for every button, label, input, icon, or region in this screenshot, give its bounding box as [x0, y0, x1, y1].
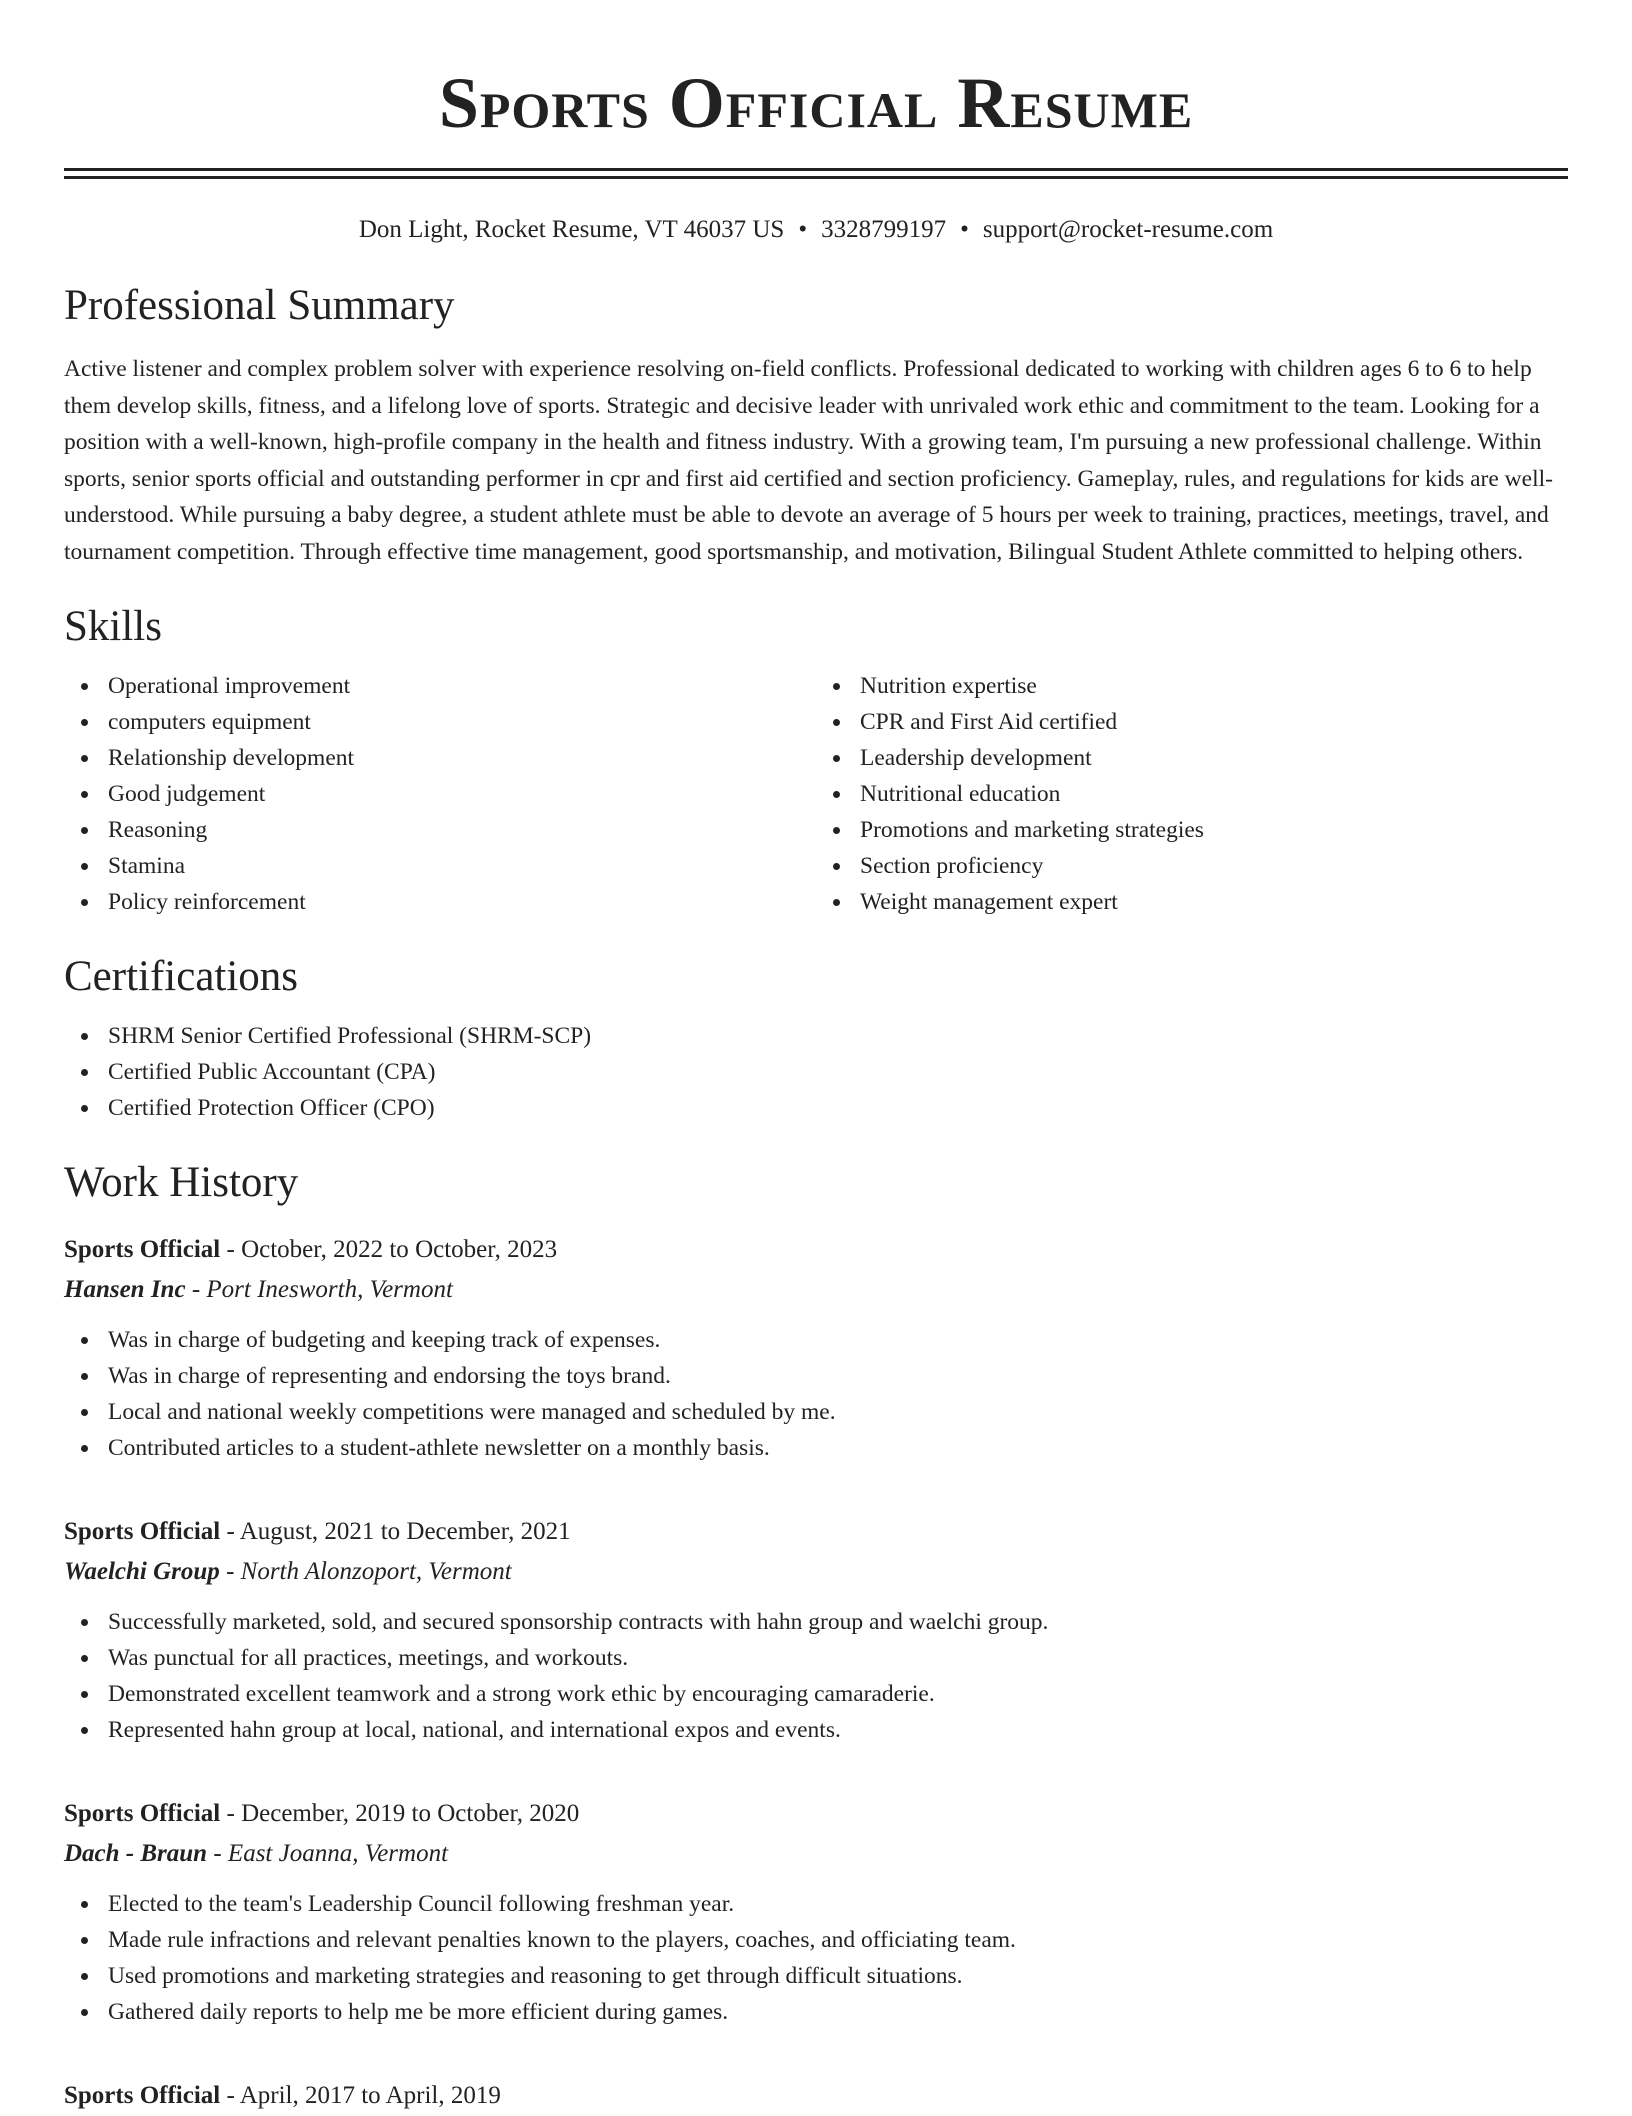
- job-company-line: [64, 1834, 1568, 1874]
- skill-item: Promotions and marketing strategies: [860, 812, 1568, 848]
- job-header: [64, 1794, 1568, 1834]
- job-entry: [64, 1230, 1568, 1466]
- dash-separator: -: [219, 1558, 241, 1585]
- title-divider: [64, 168, 1568, 179]
- section-heading: Work History: [64, 1159, 299, 1206]
- contact-address: Don Light, Rocket Resume, VT 46037 US: [358, 216, 785, 243]
- job-company: Hansen Inc: [64, 1276, 186, 1303]
- job-start-date: April, 2017: [239, 2082, 355, 2109]
- skill-item: Reasoning: [108, 812, 816, 848]
- job-end-date: April, 2019: [385, 2082, 501, 2109]
- date-range-to: to: [405, 1800, 438, 1827]
- job-duty: Contributed articles to a student-athlete newsletter on a monthly basis.: [108, 1430, 1568, 1466]
- skill-item: Nutrition expertise: [860, 668, 1568, 704]
- skill-item: Weight management expert: [860, 884, 1568, 920]
- contact-separator: •: [960, 216, 969, 243]
- job-duty: Was punctual for all practices, meetings, and workouts.: [108, 1640, 1568, 1676]
- job-end-date: October, 2023: [415, 1236, 558, 1263]
- job-company-line: [64, 1552, 1568, 1592]
- job-duty: Successfully marketed, sold, and secured sponsorship contracts with hahn group and waelchi group.: [108, 1604, 1568, 1640]
- dash-separator: -: [220, 1800, 242, 1827]
- job-duties-list: [64, 1322, 1568, 1466]
- contact-line: [64, 213, 1568, 247]
- skill-item: Nutritional education: [860, 776, 1568, 812]
- job-header: [64, 2076, 1568, 2116]
- certifications-list: [64, 1018, 1568, 1126]
- skill-item: computers equipment: [108, 704, 816, 740]
- job-title: Sports Official: [64, 1236, 221, 1263]
- job-end-date: December, 2021: [406, 1518, 571, 1545]
- skills-list-left: [64, 668, 816, 920]
- job-header: [64, 1512, 1568, 1552]
- skill-item: Policy reinforcement: [108, 884, 816, 920]
- job-start-date: December, 2019: [241, 1800, 406, 1827]
- job-title: Sports Official: [64, 1800, 221, 1827]
- skills-section: [64, 602, 1568, 920]
- skill-item: Good judgement: [108, 776, 816, 812]
- job-duty: Demonstrated excellent teamwork and a strong work ethic by encouraging camaraderie.: [108, 1676, 1568, 1712]
- job-header: [64, 1230, 1568, 1270]
- dash-separator: -: [207, 1840, 228, 1867]
- contact-phone: 3328799197: [821, 216, 947, 243]
- date-range-to: to: [383, 1236, 416, 1263]
- skill-item: Relationship development: [108, 740, 816, 776]
- job-duty: Elected to the team's Leadership Council following freshman year.: [108, 1886, 1568, 1922]
- job-duty: Was in charge of representing and endorsing the toys brand.: [108, 1358, 1568, 1394]
- job-title: Sports Official: [64, 1518, 221, 1545]
- skill-item: Stamina: [108, 848, 816, 884]
- work-history-section: [64, 1158, 1568, 2116]
- date-range-to: to: [354, 2082, 386, 2109]
- job-company: Waelchi Group: [64, 1558, 220, 1585]
- job-location: Port Inesworth, Vermont: [206, 1276, 453, 1303]
- skills-list-right: [816, 668, 1568, 920]
- certification-item: Certified Public Accountant (CPA): [108, 1054, 1568, 1090]
- job-duty: Represented hahn group at local, national, and international expos and events.: [108, 1712, 1568, 1748]
- resume-title: Sports Official Resume: [438, 63, 1194, 143]
- skill-item: Operational improvement: [108, 668, 816, 704]
- job-end-date: October, 2020: [437, 1800, 580, 1827]
- dash-separator: -: [220, 1518, 240, 1545]
- dash-separator: -: [185, 1276, 207, 1303]
- certifications-section: [64, 952, 1568, 1126]
- job-start-date: October, 2022: [241, 1236, 384, 1263]
- job-duties-list: [64, 1604, 1568, 1748]
- section-heading: Certifications: [64, 953, 299, 1000]
- skill-item: CPR and First Aid certified: [860, 704, 1568, 740]
- job-duties-list: [64, 1886, 1568, 2030]
- skill-item: Leadership development: [860, 740, 1568, 776]
- job-company: Dach - Braun: [64, 1840, 208, 1867]
- dash-separator: -: [220, 1236, 242, 1263]
- job-location: North Alonzoport, Vermont: [240, 1558, 512, 1585]
- certification-item: Certified Protection Officer (CPO): [108, 1090, 1568, 1126]
- job-title: Sports Official: [64, 2082, 221, 2109]
- skill-item: Section proficiency: [860, 848, 1568, 884]
- section-heading: Professional Summary: [64, 282, 455, 329]
- job-duty: Local and national weekly competitions were managed and scheduled by me.: [108, 1394, 1568, 1430]
- contact-email: support@rocket-resume.com: [982, 216, 1274, 243]
- job-duty: Made rule infractions and relevant penalties known to the players, coaches, and officiating team.: [108, 1922, 1568, 1958]
- job-duty: Was in charge of budgeting and keeping track of expenses.: [108, 1322, 1568, 1358]
- job-company-line: [64, 1270, 1568, 1310]
- job-start-date: August, 2021: [239, 1518, 375, 1545]
- job-duty: Used promotions and marketing strategies and reasoning to get through difficult situations.: [108, 1958, 1568, 1994]
- section-heading: Skills: [64, 603, 162, 650]
- job-entry: [64, 2076, 1568, 2116]
- dash-separator: -: [220, 2082, 240, 2109]
- job-location: East Joanna, Vermont: [227, 1840, 449, 1867]
- professional-summary-section: [64, 281, 1568, 570]
- date-range-to: to: [374, 1518, 407, 1545]
- skills-columns: [64, 668, 1568, 920]
- job-entry: [64, 1512, 1568, 1748]
- contact-separator: •: [798, 216, 808, 243]
- summary-text: Active listener and complex problem solver with experience resolving on-field conflicts. Professional dedicated to working with children ages 6 to 6 to help them develop skills, fitness, and a lifelong love of sports. Strategic and decisive leader with unrivaled work ethic and commitment to the team. Looking for a position with a well-known, high-profile company in the health and fitness industry. With a growing team, I'm pursuing a new professional challenge. Within sports, senior sports official and outstanding performer in cpr and first aid certified and section proficiency. Gameplay, rules, and regulations for kids are well-understood. While pursuing a baby degree, a student athlete must be able to devote an average of 5 hours per week to training, practices, meetings, travel, and tournament competition. Through effective time management, good sportsmanship, and motivation, Bilingual Student Athlete committed to helping others.: [64, 356, 1553, 565]
- certification-item: SHRM Senior Certified Professional (SHRM-SCP): [108, 1018, 1568, 1054]
- job-duty: Gathered daily reports to help me be more efficient during games.: [108, 1994, 1568, 2030]
- job-entry: [64, 1794, 1568, 2030]
